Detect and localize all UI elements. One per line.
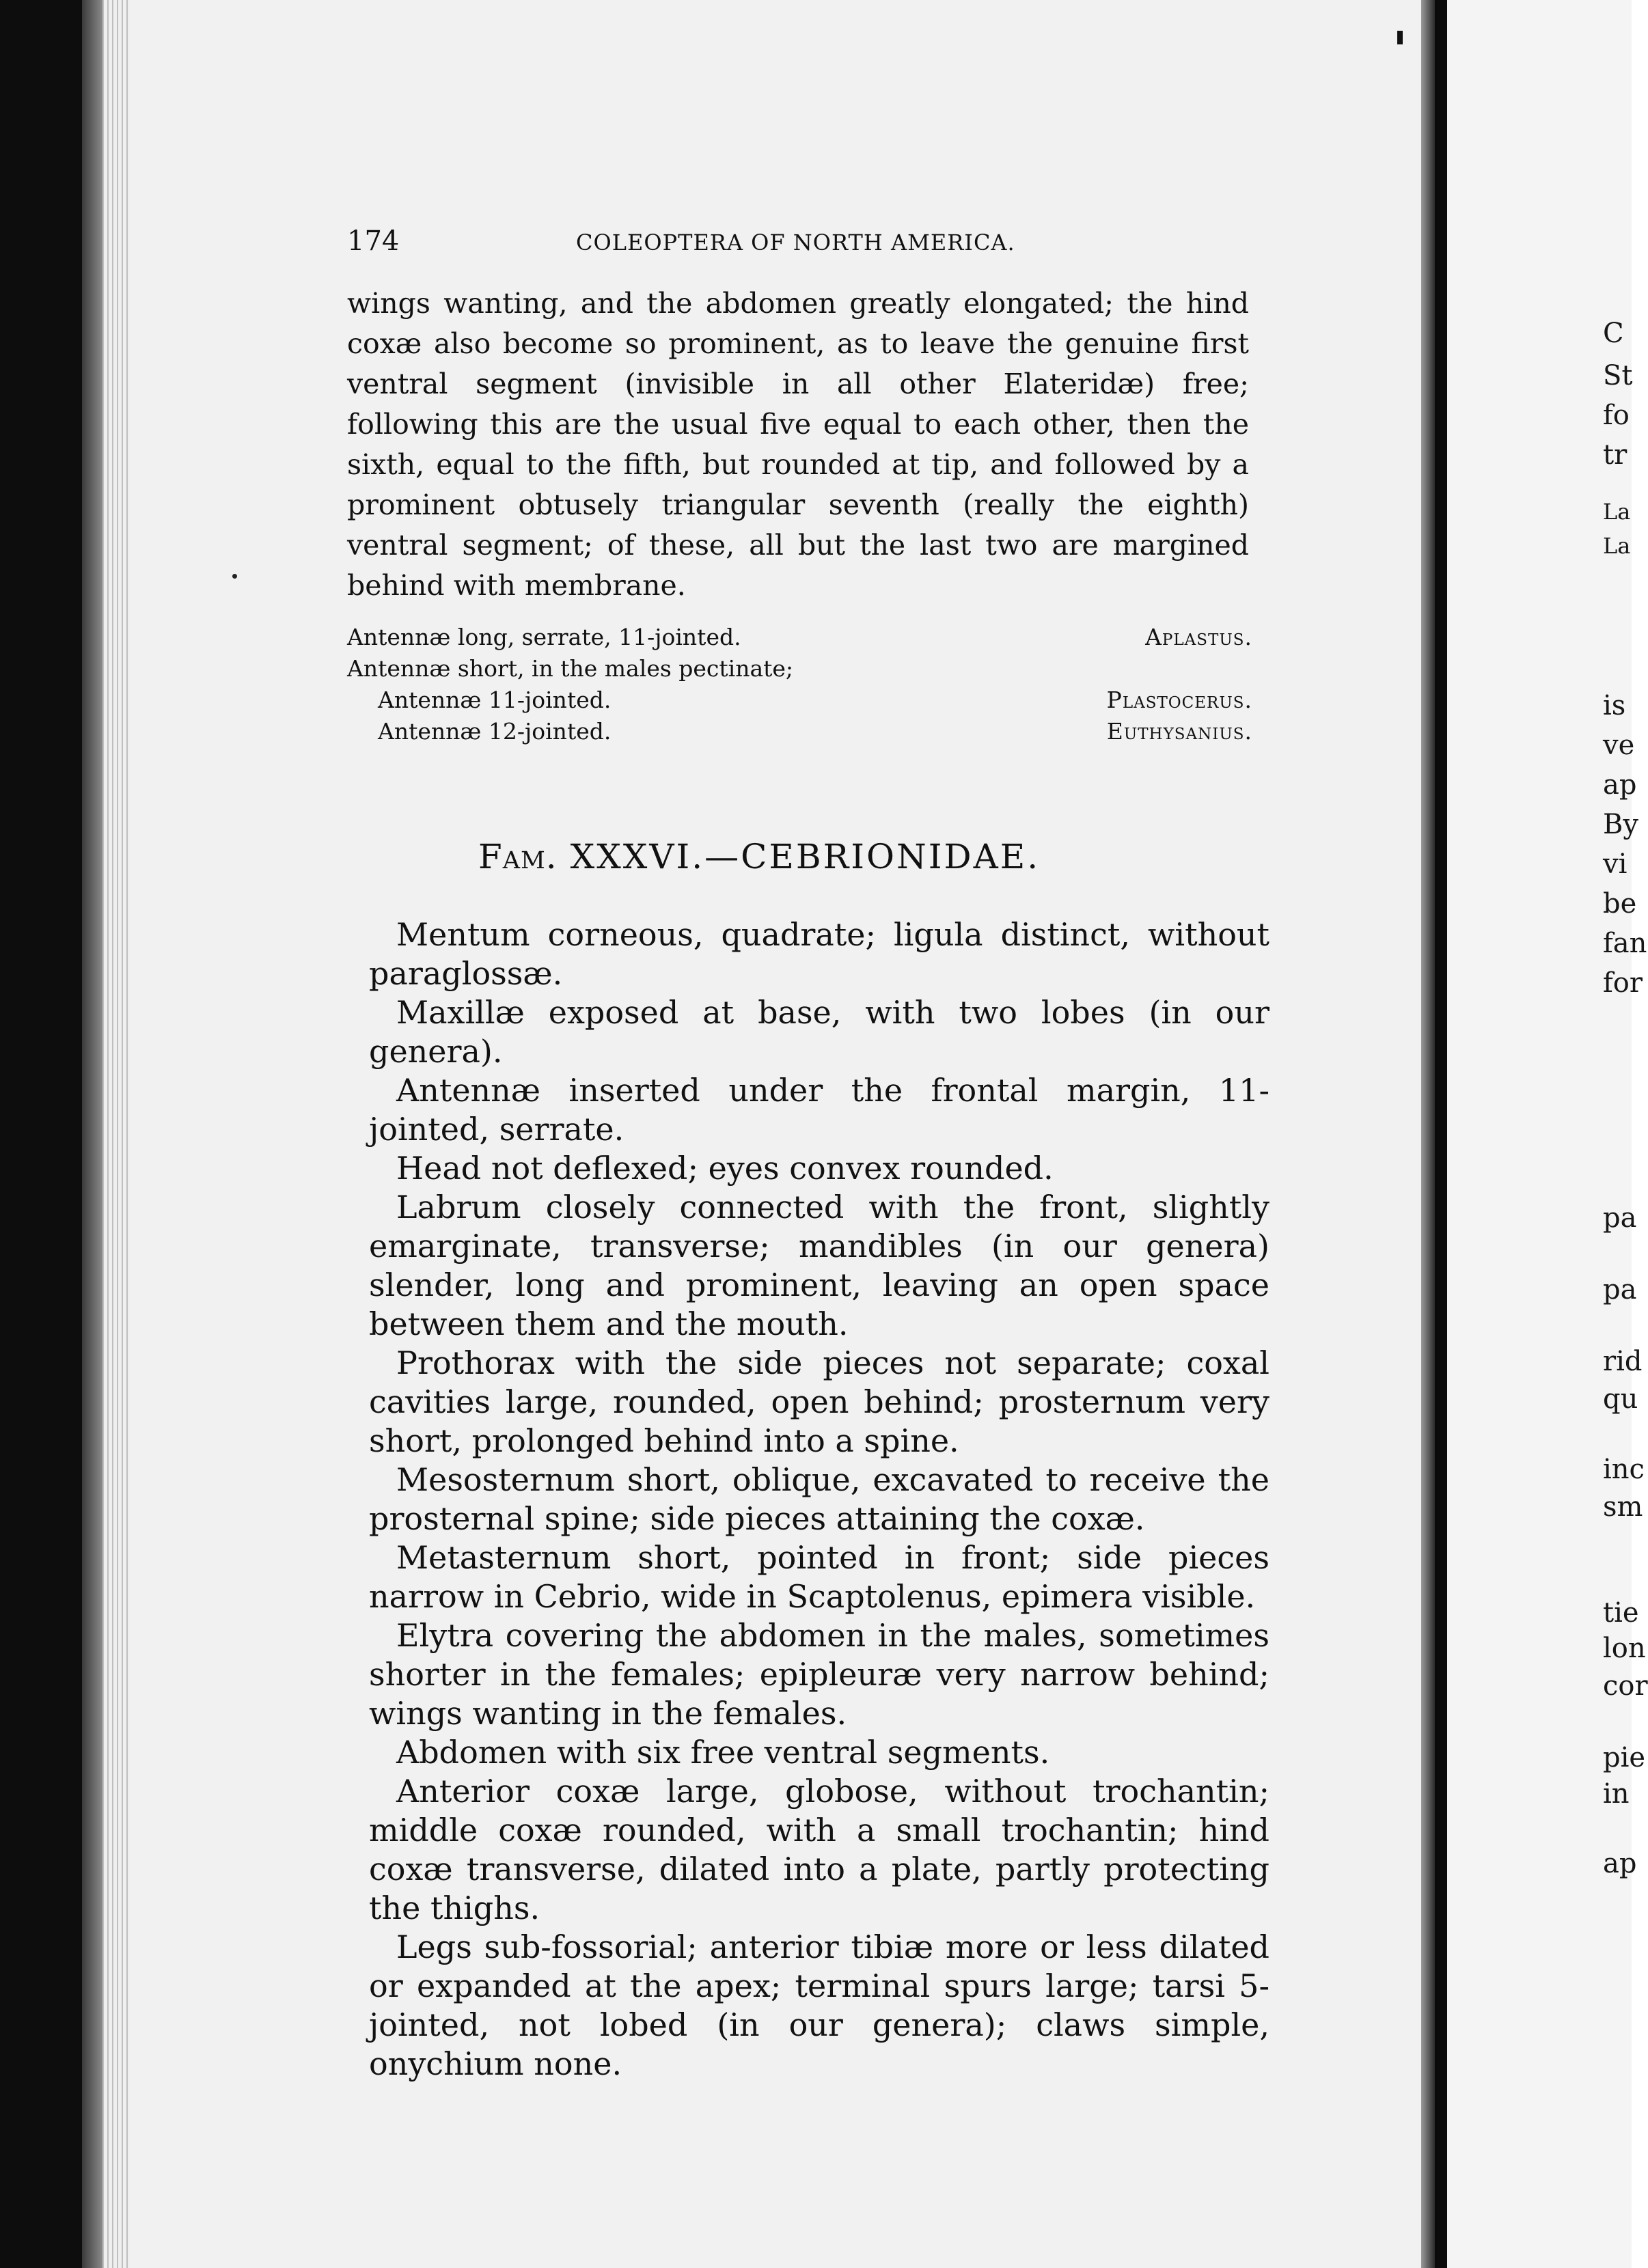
stray-mark — [232, 574, 237, 579]
character-paragraph: Maxillæ exposed at base, with two lobes (in our genera). — [369, 994, 1269, 1070]
next-page-text: for — [1603, 967, 1643, 999]
next-page-text: ap — [1603, 769, 1637, 801]
next-page-text: sm — [1603, 1491, 1643, 1523]
running-title: COLEOPTERA OF NORTH AMERICA. — [576, 230, 1015, 255]
scan-edge-shadow — [82, 0, 102, 2268]
next-page-text: ap — [1603, 1848, 1637, 1879]
next-page-text: be — [1603, 888, 1637, 919]
key-row — [347, 684, 1252, 716]
next-page-text: fan — [1603, 928, 1647, 959]
family-heading-name: XXXVI.—CEBRIONIDAE. — [557, 837, 1041, 876]
character-paragraph: Head not deflexed; eyes convex rounded. — [396, 1150, 1054, 1187]
book-gutter — [1435, 0, 1447, 2268]
family-characters — [369, 915, 1269, 2084]
page-number: 174 — [347, 225, 400, 257]
key-row — [347, 653, 1252, 684]
key-genus: Euthysanius. — [1106, 718, 1252, 745]
next-page-text: cor — [1603, 1670, 1648, 1702]
scan-mark — [1397, 31, 1403, 44]
next-page-text: rid — [1603, 1346, 1643, 1377]
scan-left-border — [0, 0, 82, 2268]
genus-key — [347, 622, 1252, 747]
character-paragraph: Anterior coxæ large, globose, without trochantin; middle coxæ rounded, with a small trochantin; hind coxæ transverse, dilated into a plate, partly protecting the thighs. — [369, 1773, 1269, 1926]
next-page-text: La — [1603, 499, 1631, 525]
next-page-text: in — [1603, 1778, 1630, 1810]
key-row — [347, 716, 1252, 747]
next-page-text: pie — [1603, 1742, 1646, 1773]
next-page-text: vi — [1603, 848, 1628, 880]
page-stack-edges — [102, 0, 130, 2268]
intro-paragraph: wings wanting, and the abdomen greatly elongated; the hind coxæ also become so prominent, as to leave the genuine first ventral segment (invisible in all other Elateridæ) free; following this are the usual five equal to each other, then the sixth, equal to the fifth, but rounded at tip, and followed by a prominent obtusely triangular seventh (really the eighth) ventral segment; of these, all but the last two are margined behind with membrane. — [347, 287, 1249, 602]
next-page-text: By — [1603, 809, 1638, 840]
key-character: Antennæ 11-jointed. — [378, 687, 612, 713]
key-character: Antennæ short, in the males pectinate; — [347, 655, 794, 682]
next-page-text: is — [1603, 690, 1626, 721]
key-character: Antennæ long, serrate, 11-jointed. — [347, 624, 741, 650]
next-page-text: tie — [1603, 1597, 1639, 1629]
character-paragraph: Prothorax with the side pieces not separate; coxal cavities large, rounded, open behind; prosternum very short, prolonged behind into a spine. — [369, 1344, 1269, 1459]
key-genus: Plastocerus. — [1106, 687, 1252, 713]
next-page-text: inc — [1603, 1454, 1645, 1485]
character-paragraph: Legs sub-fossorial; anterior tibiæ more or less dilated or expanded at the apex; terminal spurs large; tarsi 5-jointed, not lobed (in our genera); claws simple, onychium none. — [369, 1928, 1269, 2082]
book-gutter-shadow — [1421, 0, 1435, 2268]
character-paragraph: Labrum closely connected with the front, slightly emarginate, transverse; mandibles (in our genera) slender, long and prominent, leaving an open space between them and the mouth. — [369, 1189, 1269, 1342]
next-page-text: C — [1603, 318, 1624, 349]
character-paragraph: Metasternum short, pointed in front; side pieces narrow in Cebrio, wide in Scaptolenus, epimera visible. — [369, 1539, 1269, 1615]
character-paragraph: Mentum corneous, quadrate; ligula distinct, without paraglossæ. — [369, 916, 1269, 992]
key-genus: Aplastus. — [1145, 624, 1252, 650]
right-page-fragment — [1447, 0, 1648, 2268]
character-paragraph: Elytra covering the abdomen in the males, sometimes shorter in the females; epipleuræ very narrow behind; wings wanting in the females. — [369, 1617, 1269, 1732]
character-paragraph: Mesosternum short, oblique, excavated to receive the prosternal spine; side pieces attaining the coxæ. — [369, 1461, 1269, 1537]
next-page-text: fo — [1603, 400, 1630, 431]
family-heading-prefix: Fam. — [478, 837, 558, 876]
next-page-text: ve — [1603, 730, 1635, 761]
next-page-text: lon — [1603, 1633, 1646, 1664]
next-page-text: tr — [1603, 439, 1628, 471]
character-paragraph: Antennæ inserted under the frontal margin, 11-jointed, serrate. — [369, 1072, 1269, 1148]
family-heading — [478, 837, 1040, 876]
next-page-text: St — [1603, 360, 1633, 391]
character-paragraph: Abdomen with six free ventral segments. — [396, 1734, 1050, 1771]
next-page-text: La — [1603, 533, 1631, 559]
key-character: Antennæ 12-jointed. — [378, 718, 612, 745]
next-page-text: pa — [1603, 1274, 1637, 1305]
next-page-text: pa — [1603, 1202, 1637, 1234]
key-row — [347, 622, 1252, 653]
next-page-text: qu — [1603, 1383, 1638, 1415]
